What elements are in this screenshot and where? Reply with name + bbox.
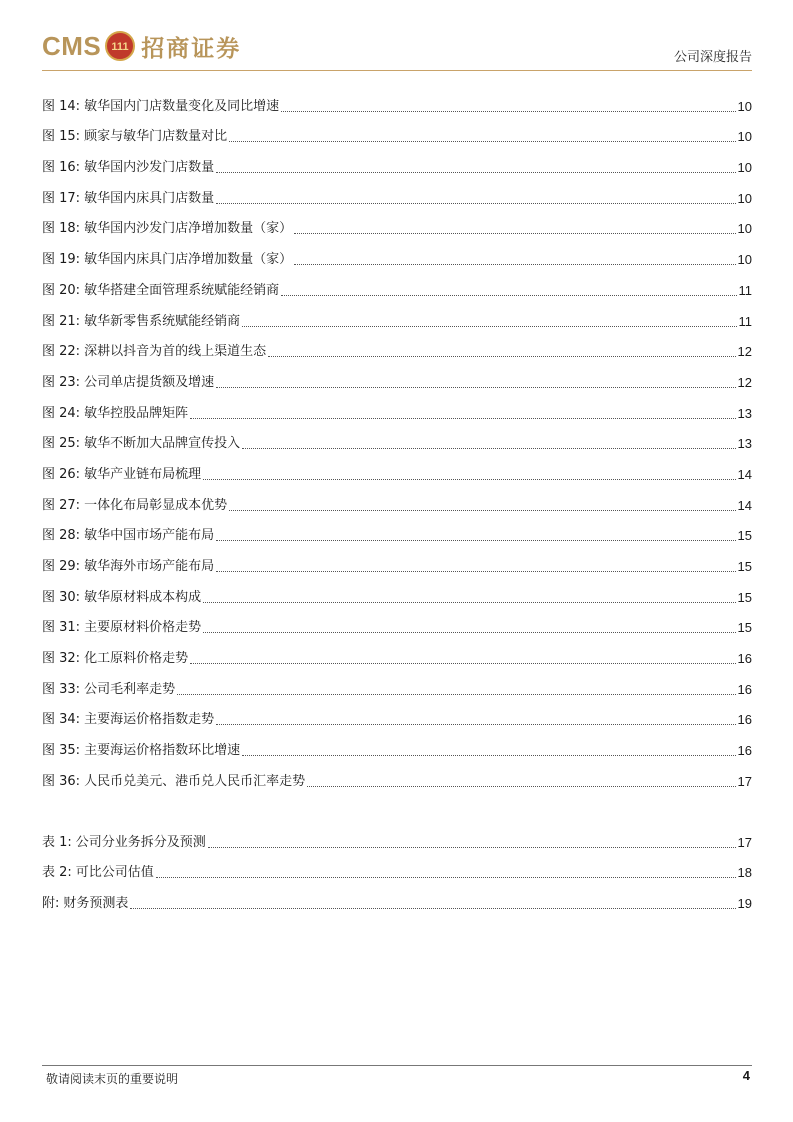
toc-entry-label bbox=[42, 435, 242, 453]
toc-entry-number: 图 30: bbox=[42, 589, 81, 605]
footer-divider bbox=[42, 1065, 752, 1066]
toc-entry-number: 图 19: bbox=[42, 252, 81, 268]
toc-entry-number: 图 27: bbox=[42, 497, 81, 513]
toc-entry-label bbox=[42, 374, 216, 392]
toc-entry-title: 敏华中国市场产能布局 bbox=[84, 528, 215, 544]
toc-entry-number: 图 16: bbox=[42, 160, 81, 176]
toc-entry-title: 敏华控股品牌矩阵 bbox=[84, 405, 189, 421]
toc-entry[interactable] bbox=[42, 238, 752, 269]
toc-entry-label bbox=[42, 282, 281, 300]
toc-entry-label bbox=[42, 589, 203, 607]
section-gap bbox=[42, 791, 752, 821]
toc-entry-page: 13 bbox=[737, 405, 752, 421]
toc-entry-page: 10 bbox=[737, 190, 752, 206]
toc-entry-page: 15 bbox=[737, 528, 752, 544]
toc-entry-page: 12 bbox=[737, 374, 752, 390]
page-header bbox=[42, 26, 752, 70]
toc-entry-title: 一体化布局彰显成本优势 bbox=[84, 497, 228, 513]
dot-leader bbox=[294, 264, 735, 265]
toc-entry-label bbox=[42, 619, 203, 637]
toc-entry[interactable] bbox=[42, 699, 752, 730]
dot-leader bbox=[208, 847, 736, 848]
toc-entry-label bbox=[42, 711, 216, 729]
toc-entry-label bbox=[42, 895, 130, 913]
toc-entry-page: 12 bbox=[737, 344, 752, 360]
logo-seal-icon bbox=[105, 31, 135, 61]
toc-entry-number: 图 33: bbox=[42, 681, 81, 697]
toc-entry-page: 17 bbox=[737, 834, 752, 850]
logo-cms-text: CMS bbox=[42, 30, 102, 61]
toc-entry-title: 可比公司估值 bbox=[75, 865, 154, 881]
toc-entry[interactable] bbox=[42, 208, 752, 239]
toc-entry-title: 公司毛利率走势 bbox=[84, 681, 176, 697]
toc-entry[interactable] bbox=[42, 85, 752, 116]
toc-entry[interactable] bbox=[42, 423, 752, 454]
toc-entry-title: 敏华海外市场产能布局 bbox=[84, 559, 215, 574]
toc-entry-number: 图 14: bbox=[42, 98, 81, 114]
toc-entry-number: 图 36: bbox=[42, 773, 81, 789]
dot-leader bbox=[216, 172, 735, 173]
dot-leader bbox=[190, 663, 735, 664]
toc-entry[interactable] bbox=[42, 821, 752, 852]
table-of-contents bbox=[42, 85, 752, 913]
toc-entry-title: 主要海运价格指数环比增速 bbox=[84, 743, 241, 759]
dot-leader bbox=[216, 540, 735, 541]
toc-entry-label bbox=[42, 558, 216, 576]
toc-entry-page: 14 bbox=[737, 466, 752, 482]
dot-leader bbox=[156, 877, 736, 878]
toc-entry-page: 11 bbox=[738, 282, 752, 298]
header-divider bbox=[42, 70, 752, 71]
toc-entry-label bbox=[42, 190, 216, 208]
footer-disclaimer: 敬请阅读末页的重要说明 bbox=[46, 1072, 179, 1086]
logo-chinese-name: 招商证券 bbox=[141, 34, 242, 62]
toc-entry-title: 人民币兑美元、港币兑人民币汇率走势 bbox=[84, 773, 306, 789]
toc-entry-title: 敏华新零售系统赋能经销商 bbox=[84, 313, 241, 329]
toc-entry-page: 13 bbox=[737, 436, 752, 452]
dot-leader bbox=[281, 295, 736, 296]
dot-leader bbox=[242, 326, 736, 327]
toc-entry[interactable] bbox=[42, 484, 752, 515]
company-logo bbox=[42, 28, 241, 64]
toc-entry-number: 图 22: bbox=[42, 344, 81, 360]
toc-entry-title: 敏华国内床具门店数量 bbox=[84, 190, 215, 206]
dot-leader bbox=[242, 755, 735, 756]
toc-entry[interactable] bbox=[42, 361, 752, 392]
toc-entry-title: 深耕以抖音为首的线上渠道生态 bbox=[84, 344, 267, 360]
dot-leader bbox=[203, 602, 735, 603]
dot-leader bbox=[281, 111, 735, 112]
toc-entry-label bbox=[42, 343, 268, 361]
table-list bbox=[42, 821, 752, 913]
dot-leader bbox=[242, 448, 735, 449]
toc-entry[interactable] bbox=[42, 300, 752, 331]
toc-entry-page: 15 bbox=[737, 559, 752, 574]
toc-entry-number: 图 17: bbox=[42, 190, 81, 206]
toc-entry[interactable] bbox=[42, 177, 752, 208]
dot-leader bbox=[294, 233, 735, 234]
toc-entry-page: 14 bbox=[737, 497, 752, 513]
toc-entry-label bbox=[42, 681, 177, 699]
toc-entry[interactable] bbox=[42, 515, 752, 546]
toc-entry-page: 15 bbox=[737, 620, 752, 636]
toc-entry-number: 图 24: bbox=[42, 405, 81, 421]
toc-entry-number: 图 20: bbox=[42, 282, 81, 298]
toc-entry-label bbox=[42, 864, 156, 882]
toc-entry-title: 主要原材料价格走势 bbox=[84, 620, 202, 636]
toc-entry-number: 图 26: bbox=[42, 466, 81, 482]
toc-entry-number: 图 34: bbox=[42, 712, 81, 728]
dot-leader bbox=[203, 479, 735, 480]
toc-entry-label bbox=[42, 251, 294, 269]
toc-entry-number: 图 18: bbox=[42, 221, 81, 237]
toc-entry-page: 15 bbox=[737, 589, 752, 605]
toc-entry[interactable] bbox=[42, 852, 752, 883]
toc-entry[interactable] bbox=[42, 392, 752, 423]
toc-entry-page: 10 bbox=[737, 160, 752, 176]
toc-entry-title: 顾家与敏华门店数量对比 bbox=[84, 129, 228, 145]
toc-entry-page: 19 bbox=[737, 895, 752, 911]
dot-leader bbox=[216, 724, 735, 725]
toc-entry-number: 图 29: bbox=[42, 559, 81, 574]
toc-entry[interactable] bbox=[42, 760, 752, 791]
toc-entry[interactable] bbox=[42, 116, 752, 147]
dot-leader bbox=[307, 786, 735, 787]
page-number: 4 bbox=[742, 1068, 750, 1083]
dot-leader bbox=[268, 356, 735, 357]
logo-seal-text: 111 bbox=[111, 41, 129, 53]
toc-entry-number: 图 32: bbox=[42, 651, 81, 667]
toc-entry[interactable] bbox=[42, 576, 752, 607]
toc-entry[interactable] bbox=[42, 668, 752, 699]
toc-entry-label bbox=[42, 128, 229, 146]
dot-leader bbox=[216, 571, 735, 572]
toc-entry-number: 表 2: bbox=[42, 865, 72, 881]
toc-entry[interactable] bbox=[42, 882, 752, 913]
dot-leader bbox=[216, 387, 735, 388]
toc-entry-label bbox=[42, 742, 242, 760]
toc-entry-title: 敏华产业链布局梳理 bbox=[84, 466, 202, 482]
toc-entry[interactable] bbox=[42, 545, 752, 576]
toc-entry-title: 敏华国内床具门店净增加数量（家） bbox=[84, 252, 293, 268]
toc-entry-number: 图 15: bbox=[42, 129, 81, 145]
toc-entry-number: 图 28: bbox=[42, 528, 81, 544]
toc-entry-title: 公司单店提货额及增速 bbox=[84, 374, 215, 390]
figure-list bbox=[42, 85, 752, 791]
toc-entry[interactable] bbox=[42, 637, 752, 668]
toc-entry-page: 10 bbox=[737, 98, 752, 114]
toc-entry-page: 16 bbox=[737, 743, 752, 759]
toc-entry-label bbox=[42, 497, 229, 515]
toc-entry-title: 敏华国内门店数量变化及同比增速 bbox=[84, 98, 280, 114]
report-type-label: 公司深度报告 bbox=[673, 50, 752, 65]
toc-entry-title: 敏华国内沙发门店净增加数量（家） bbox=[84, 221, 293, 237]
toc-entry-page: 10 bbox=[737, 129, 752, 145]
toc-entry-title: 敏华不断加大品牌宣传投入 bbox=[84, 436, 241, 452]
toc-entry-title: 敏华国内沙发门店数量 bbox=[84, 160, 215, 176]
toc-entry-title: 敏华搭建全面管理系统赋能经销商 bbox=[84, 282, 280, 298]
dot-leader bbox=[216, 203, 735, 204]
toc-entry-page: 10 bbox=[737, 252, 752, 268]
toc-entry-label bbox=[42, 773, 307, 791]
toc-entry-page: 16 bbox=[737, 651, 752, 667]
toc-entry-label bbox=[42, 466, 203, 484]
dot-leader bbox=[177, 694, 735, 695]
toc-entry-label bbox=[42, 834, 208, 852]
toc-entry[interactable] bbox=[42, 453, 752, 484]
dot-leader bbox=[190, 418, 735, 419]
toc-entry-label bbox=[42, 650, 190, 668]
toc-entry-number: 附: bbox=[42, 895, 60, 911]
toc-entry-page: 11 bbox=[738, 313, 752, 329]
toc-entry-number: 图 25: bbox=[42, 436, 81, 452]
toc-entry-page: 16 bbox=[737, 681, 752, 697]
dot-leader bbox=[130, 908, 735, 909]
dot-leader bbox=[229, 141, 735, 142]
toc-entry-title: 公司分业务拆分及预测 bbox=[75, 834, 206, 850]
toc-entry-label bbox=[42, 220, 294, 238]
toc-entry-label bbox=[42, 313, 242, 331]
toc-entry-number: 图 21: bbox=[42, 313, 81, 329]
toc-entry[interactable] bbox=[42, 331, 752, 362]
toc-entry-label bbox=[42, 159, 216, 177]
toc-entry-title: 财务预测表 bbox=[63, 895, 129, 911]
toc-entry[interactable] bbox=[42, 269, 752, 300]
dot-leader bbox=[229, 510, 735, 511]
toc-entry[interactable] bbox=[42, 607, 752, 638]
toc-entry-title: 主要海运价格指数走势 bbox=[84, 712, 215, 728]
toc-entry[interactable] bbox=[42, 146, 752, 177]
toc-entry-page: 10 bbox=[737, 221, 752, 237]
toc-entry-number: 图 31: bbox=[42, 620, 81, 636]
toc-entry-title: 化工原料价格走势 bbox=[84, 651, 189, 667]
toc-entry-number: 图 23: bbox=[42, 374, 81, 390]
toc-entry-page: 17 bbox=[737, 773, 752, 789]
toc-entry-page: 16 bbox=[737, 712, 752, 728]
toc-entry-label bbox=[42, 98, 281, 116]
toc-entry-label bbox=[42, 527, 216, 545]
toc-entry[interactable] bbox=[42, 729, 752, 760]
toc-entry-page: 18 bbox=[737, 865, 752, 881]
toc-entry-label bbox=[42, 405, 190, 423]
dot-leader bbox=[203, 632, 735, 633]
toc-entry-number: 图 35: bbox=[42, 743, 81, 759]
toc-entry-title: 敏华原材料成本构成 bbox=[84, 589, 202, 605]
toc-entry-number: 表 1: bbox=[42, 834, 72, 850]
